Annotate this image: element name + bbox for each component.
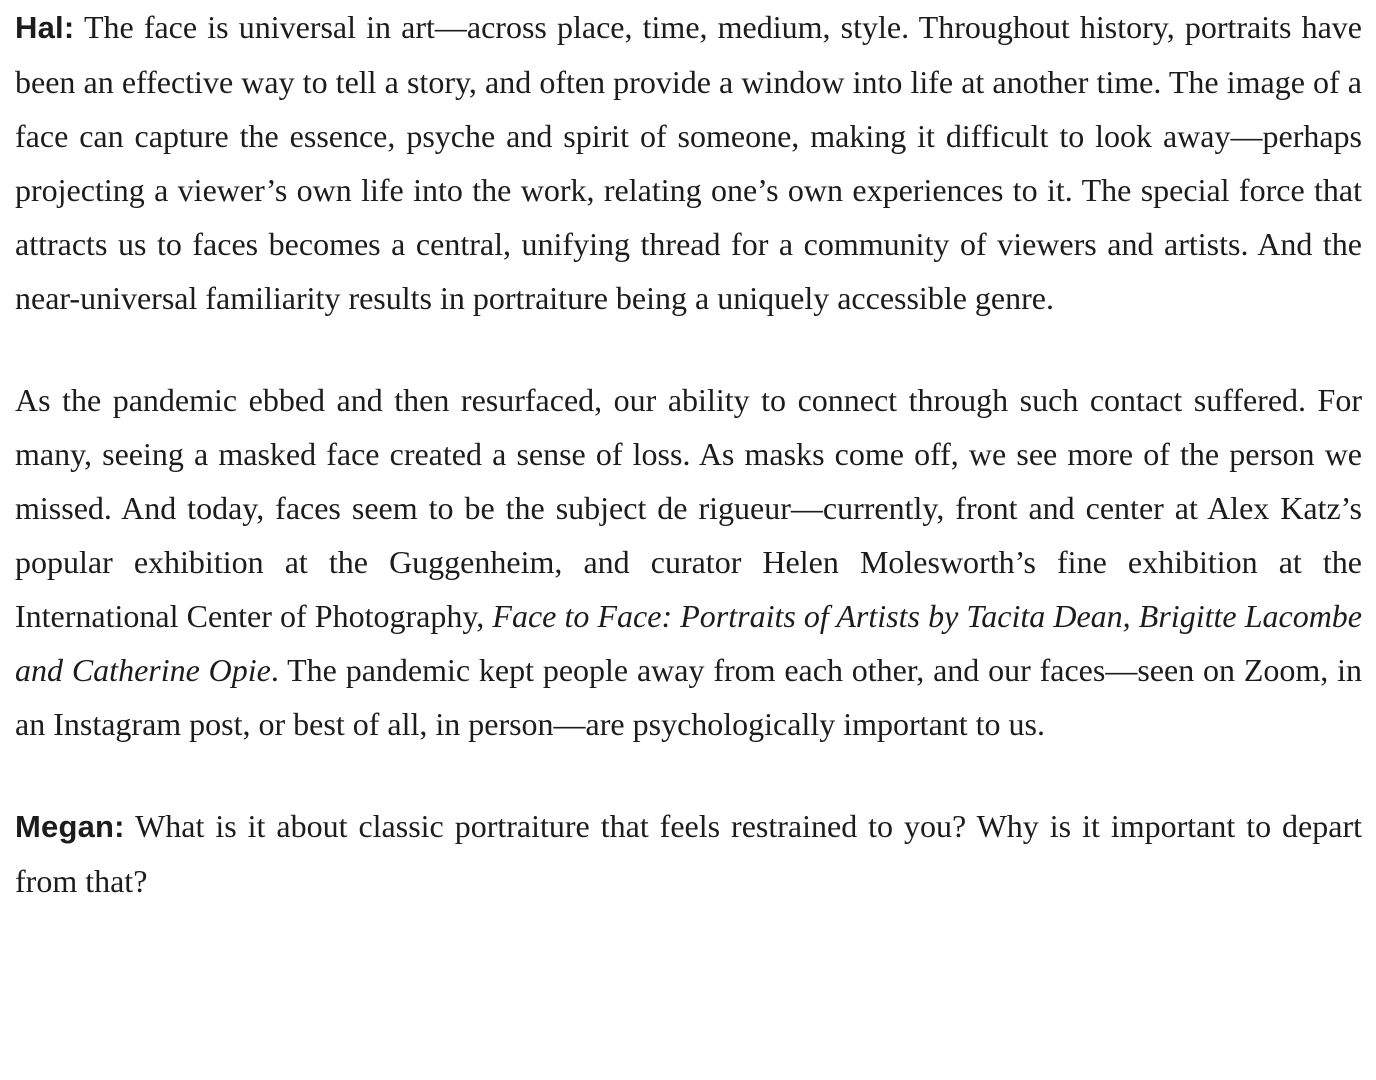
paragraph-hal [15,0,1362,325]
paragraph-text: What is it about classic portraiture that feels restrained to you? Why is it important to depart from that? [15,808,1363,899]
speaker-label: Hal: [15,10,75,45]
paragraph-text: As the pandemic ebbed and then resurfaced, our ability to connect through such contact suffered. For many, seeing a masked face created a sense of loss. As masks come off, we see more of the person we missed. And today, faces seem to be the subject de rigueur—currently, front and center at Alex Katz’s popular exhibition at the Guggenheim, and curator Helen Molesworth’s fine exhibition at the International Center of Photography, [15,382,1362,634]
paragraph-megan [15,799,1362,908]
exhibition-title: Face to Face: Portraits of Artists by Tacita Dean, Brigitte Lacombe and Catherine Opie [15,598,1363,688]
article-body [15,0,1362,908]
paragraph-text: The face is universal in art—across place, time, medium, style. Throughout history, portraits have been an effective way to tell a story, and often provide a window into life at another time. The image of a face can capture the essence, psyche and spirit of someone, making it difficult to look away—perhaps projecting a viewer’s own life into the work, relating one’s own experiences to it. The special force that attracts us to faces becomes a central, unifying thread for a community of viewers and artists. And the near-universal familiarity results in portraiture being a uniquely accessible genre. [15,9,1363,316]
speaker-label: Megan: [15,809,125,844]
paragraph-text: . The pandemic kept people away from each other, and our faces—seen on Zoom, in an Instagram post, or best of all, in person—are psychologically important to us. [15,652,1363,742]
paragraph-pandemic [15,373,1362,751]
